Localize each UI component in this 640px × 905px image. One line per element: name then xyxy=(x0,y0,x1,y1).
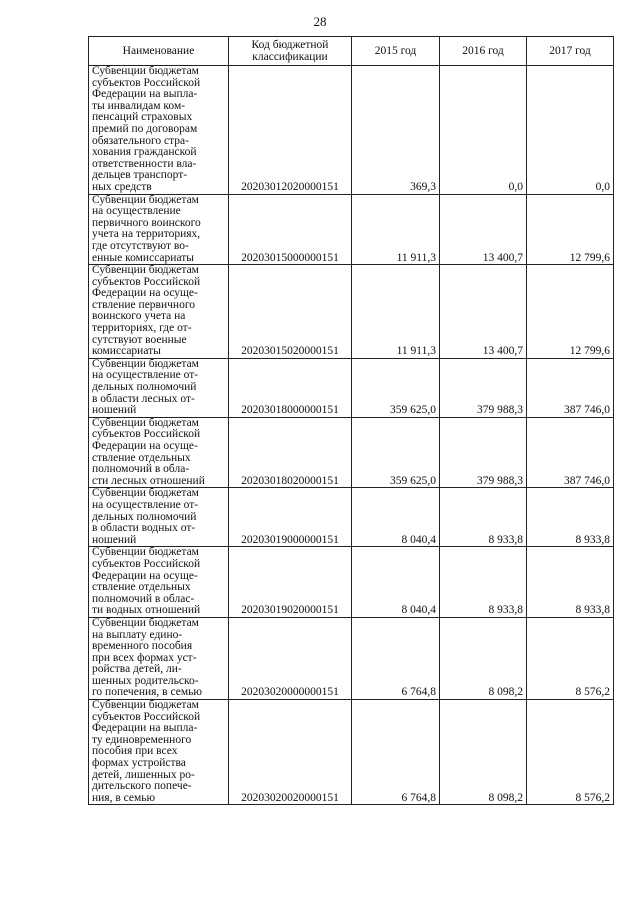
name-line: полномочий в обла- xyxy=(92,463,190,476)
name-line: ти водных отношений xyxy=(92,604,201,617)
row-2016-cell: 8 098,2 xyxy=(440,700,527,805)
name-line: субъектов Российской xyxy=(92,428,201,441)
row-code-cell: 20203015000000151 xyxy=(229,194,352,265)
name-line: при всех формах уст- xyxy=(92,651,197,664)
row-code-cell: 20203018020000151 xyxy=(229,417,352,488)
name-line: ношений xyxy=(92,404,137,417)
name-line: субъектов Российской xyxy=(92,557,201,570)
row-2017-cell: 0,0 xyxy=(527,66,614,195)
name-line: территориях, где от- xyxy=(92,322,192,335)
table-row xyxy=(89,265,614,359)
name-line: Федерации на осуще- xyxy=(92,569,198,582)
table-row xyxy=(89,700,614,805)
name-line: ту единовременного xyxy=(92,733,192,746)
name-line: ствление отдельных xyxy=(92,451,191,464)
name-line: пособия при всех xyxy=(92,745,178,758)
row-2017-cell: 8 576,2 xyxy=(527,700,614,805)
name-line: формах устройства xyxy=(92,757,186,770)
name-line: дельных полномочий xyxy=(92,381,197,394)
row-2016-cell: 8 933,8 xyxy=(440,488,527,547)
name-line: на осуществление xyxy=(92,205,181,218)
row-name-cell xyxy=(89,547,229,618)
name-line: ройства детей, ли- xyxy=(92,663,182,676)
row-name-cell xyxy=(89,358,229,417)
row-2015-cell: 11 911,3 xyxy=(352,265,440,359)
row-2016-cell: 8 098,2 xyxy=(440,617,527,699)
header-name: Наименование xyxy=(89,37,229,66)
name-line: в области водных от- xyxy=(92,522,196,535)
row-name-cell xyxy=(89,488,229,547)
row-name-cell xyxy=(89,700,229,805)
name-line: в области лесных от- xyxy=(92,392,195,405)
row-2017-cell: 387 746,0 xyxy=(527,358,614,417)
name-line: субъектов Российской xyxy=(92,76,201,89)
row-name-cell xyxy=(89,194,229,265)
row-code-cell: 20203018000000151 xyxy=(229,358,352,417)
name-line: сти лесных отношений xyxy=(92,474,205,487)
row-2016-cell: 0,0 xyxy=(440,66,527,195)
name-line: Федерации на осуще- xyxy=(92,287,198,300)
row-2017-cell: 387 746,0 xyxy=(527,417,614,488)
name-line: Субвенции бюджетам xyxy=(92,546,199,559)
row-2015-cell: 8 040,4 xyxy=(352,547,440,618)
name-line: Субвенции бюджетам xyxy=(92,264,199,277)
header-2017: 2017 год xyxy=(527,37,614,66)
table-row xyxy=(89,547,614,618)
row-code-cell: 20203019000000151 xyxy=(229,488,352,547)
row-code-cell: 20203015020000151 xyxy=(229,265,352,359)
row-2015-cell: 359 625,0 xyxy=(352,417,440,488)
row-2015-cell: 8 040,4 xyxy=(352,488,440,547)
name-line: дельцев транспорт- xyxy=(92,169,188,182)
name-line: Субвенции бюджетам xyxy=(92,65,199,77)
budget-table xyxy=(88,36,614,805)
page-number: 28 xyxy=(313,14,327,29)
name-line: детей, лишенных ро- xyxy=(92,768,195,781)
header-2016: 2016 год xyxy=(440,37,527,66)
row-code-cell: 20203019020000151 xyxy=(229,547,352,618)
row-2015-cell: 11 911,3 xyxy=(352,194,440,265)
name-line: где отсутствуют во- xyxy=(92,239,189,252)
name-line: субъектов Российской xyxy=(92,275,201,288)
row-2016-cell: 13 400,7 xyxy=(440,265,527,359)
row-name-cell xyxy=(89,417,229,488)
name-line: енные комиссариаты xyxy=(92,251,195,264)
table-header-row xyxy=(89,37,614,66)
row-2017-cell: 8 933,8 xyxy=(527,547,614,618)
row-code-cell: 20203012020000151 xyxy=(229,66,352,195)
table-row xyxy=(89,66,614,195)
name-line: обязательного стра- xyxy=(92,134,189,147)
row-2016-cell: 13 400,7 xyxy=(440,194,527,265)
name-line: Субвенции бюджетам xyxy=(92,416,199,429)
name-line: премий по договорам xyxy=(92,122,198,135)
row-2016-cell: 379 988,3 xyxy=(440,358,527,417)
name-line: ствление первичного xyxy=(92,298,196,311)
name-line: ствление отдельных xyxy=(92,581,191,594)
row-2016-cell: 8 933,8 xyxy=(440,547,527,618)
table-body xyxy=(89,66,614,805)
name-line: воинского учета на xyxy=(92,310,186,323)
name-line: ответственности вла- xyxy=(92,157,197,170)
row-code-cell: 20203020020000151 xyxy=(229,700,352,805)
name-line: ных средств xyxy=(92,180,152,193)
name-line: ношений xyxy=(92,533,137,546)
row-name-cell xyxy=(89,265,229,359)
name-line: первичного воинского xyxy=(92,216,201,229)
name-line: на выплату едино- xyxy=(92,628,183,641)
name-line: комиссариаты xyxy=(92,345,161,358)
header-2015: 2015 год xyxy=(352,37,440,66)
name-line: дельных полномочий xyxy=(92,510,197,523)
name-line: го попечения, в семью xyxy=(92,686,202,699)
row-2017-cell: 12 799,6 xyxy=(527,265,614,359)
row-2015-cell: 369,3 xyxy=(352,66,440,195)
row-name-cell xyxy=(89,66,229,195)
name-line: Субвенции бюджетам xyxy=(92,616,199,629)
name-line: на осуществление от- xyxy=(92,498,199,511)
name-line: Федерации на выпла- xyxy=(92,722,198,735)
row-2017-cell: 12 799,6 xyxy=(527,194,614,265)
name-line: Субвенции бюджетам xyxy=(92,699,199,712)
name-line: Субвенции бюджетам xyxy=(92,357,199,370)
row-2017-cell: 8 933,8 xyxy=(527,488,614,547)
name-line: временного пособия xyxy=(92,640,193,653)
name-line: дительского попече- xyxy=(92,780,192,793)
table-row xyxy=(89,358,614,417)
table-row xyxy=(89,194,614,265)
row-code-cell: 20203020000000151 xyxy=(229,617,352,699)
name-line: полномочий в облас- xyxy=(92,592,195,605)
name-line: Федерации на осуще- xyxy=(92,440,198,452)
name-line: субъектов Российской xyxy=(92,710,201,723)
row-name-cell xyxy=(89,617,229,699)
row-2015-cell: 359 625,0 xyxy=(352,358,440,417)
name-line: пенсаций страховых xyxy=(92,111,193,124)
name-line: учета на территориях, xyxy=(92,228,201,241)
name-line: сутствуют военные xyxy=(92,333,187,346)
row-2015-cell: 6 764,8 xyxy=(352,700,440,805)
name-line: Субвенции бюджетам xyxy=(92,487,199,500)
table-row xyxy=(89,488,614,547)
row-2017-cell: 8 576,2 xyxy=(527,617,614,699)
name-line: ния, в семью xyxy=(92,791,156,804)
row-2016-cell: 379 988,3 xyxy=(440,417,527,488)
table-row xyxy=(89,617,614,699)
name-line: на осуществление от- xyxy=(92,369,199,382)
header-code: Код бюджетной классификации xyxy=(229,37,352,66)
name-line: ты инвалидам ком- xyxy=(92,99,186,112)
row-2015-cell: 6 764,8 xyxy=(352,617,440,699)
name-line: шенных родительско- xyxy=(92,674,199,687)
name-line: хования гражданской xyxy=(92,146,197,159)
table-row xyxy=(89,417,614,488)
name-line: Федерации на выпла- xyxy=(92,88,198,101)
name-line: Субвенции бюджетам xyxy=(92,193,199,206)
